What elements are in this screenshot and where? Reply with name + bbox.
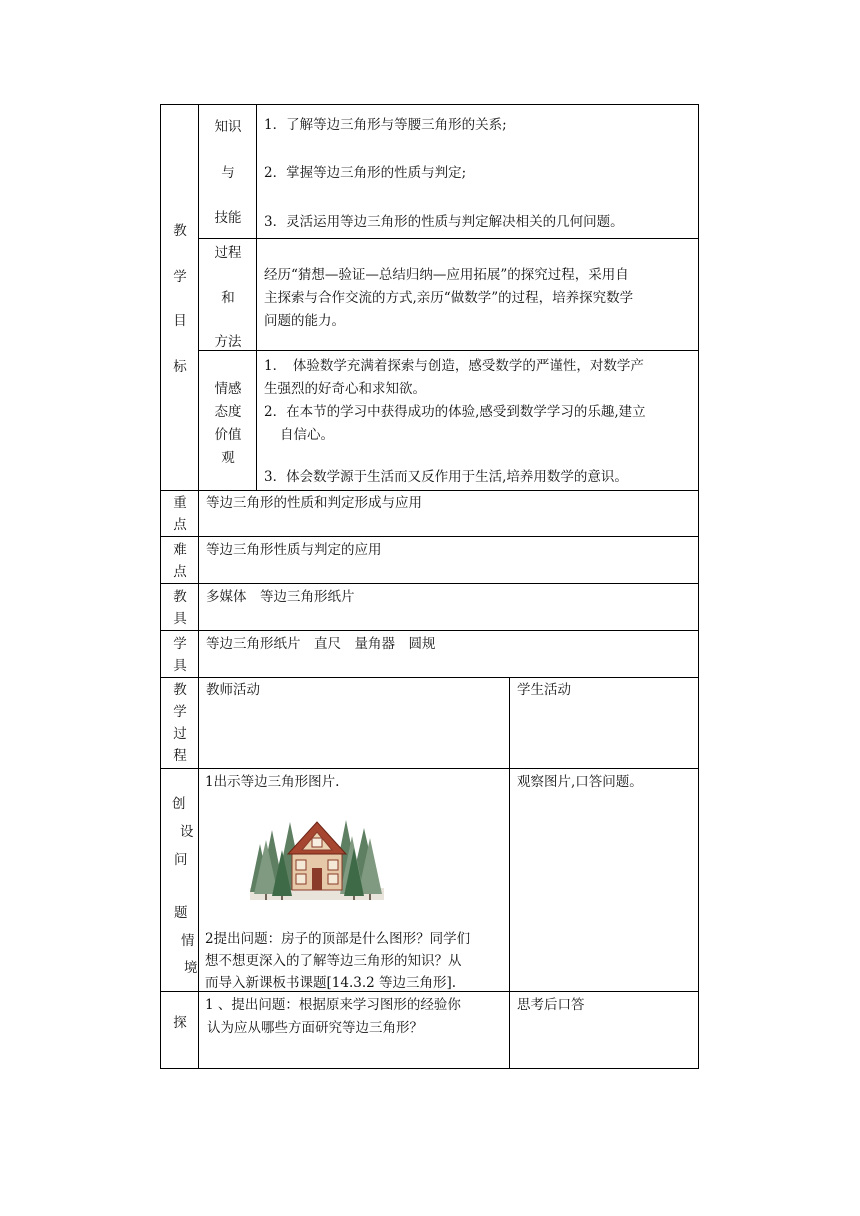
explore-teacher-line: 认为应从哪些方面研究等边三角形？ (207, 1020, 423, 1036)
scenario-label-char: 设 (180, 824, 194, 840)
emotion-item-line: 3．体会数学源于生活而又反作用于生活,培养用数学的意识。 (264, 469, 628, 485)
row-label-char: 学 (173, 704, 187, 720)
explore-student-activity: 思考后口答 (517, 997, 585, 1013)
scenario-label-char: 问 (174, 852, 188, 868)
scenario-step2-line: 而导入新课板书课题[14.3.2 等边三角形]. (205, 975, 457, 991)
explore-label-char: 探 (173, 1015, 187, 1031)
row-label-char: 教 (173, 589, 187, 605)
key-point-text: 等边三角形的性质和判定形成与应用 (206, 495, 422, 511)
knowledge-label-line: 知识 (214, 119, 242, 135)
scenario-student-activity: 观察图片,口答问题。 (517, 774, 643, 790)
process-label-line: 方法 (214, 334, 242, 350)
knowledge-label-line: 技能 (214, 210, 242, 226)
emotion-label-line: 观 (221, 450, 235, 466)
row-label-char: 重 (173, 495, 187, 511)
row-label-char: 具 (173, 611, 187, 627)
row-label-char: 具 (173, 658, 187, 674)
scenario-label-char: 创 (172, 796, 186, 812)
section-label-char: 目 (173, 313, 187, 329)
house-picture (250, 810, 384, 900)
emotion-item-line: 2．在本节的学习中获得成功的体验,感受到数学学习的乐趣,建立 (264, 404, 646, 420)
explore-teacher-line: 1 、提出问题：根据原来学习图形的经验你 (205, 997, 461, 1013)
section-label-char: 教 (173, 223, 187, 239)
process-label-line: 和 (221, 290, 235, 306)
row-label-char: 点 (173, 564, 187, 580)
knowledge-label-line: 与 (221, 165, 235, 181)
row-label-char: 点 (173, 517, 187, 533)
scenario-step1: 1出示等边三角形图片. (205, 774, 340, 790)
knowledge-item: 2．掌握等边三角形的性质与判定; (264, 165, 467, 181)
emotion-item-line: 生强烈的好奇心和求知欲。 (264, 381, 426, 397)
student-activity-header: 学生活动 (517, 682, 571, 698)
process-text-line: 主探索与合作交流的方式,亲历“做数学”的过程，培养探究数学 (264, 290, 634, 306)
learning-tools-text: 等边三角形纸片 直尺 量角器 圆规 (206, 636, 436, 652)
row-label-char: 难 (173, 542, 187, 558)
process-label-line: 过程 (214, 245, 242, 261)
knowledge-item: 3．灵活运用等边三角形的性质与判定解决相关的几何问题。 (264, 214, 624, 230)
process-text-line: 经历“猜想—验证—总结归纳—应用拓展”的探究过程，采用自 (264, 267, 629, 283)
emotion-label-line: 态度 (214, 404, 242, 420)
scenario-label-char: 情 (181, 933, 195, 949)
teacher-activity-header: 教师活动 (206, 682, 260, 698)
emotion-label-line: 情感 (214, 381, 242, 397)
row-label-char: 教 (173, 682, 187, 698)
emotion-item-line: 1． 体验数学充满着探索与创造，感受数学的严谨性，对数学产 (264, 358, 644, 374)
difficult-point-text: 等边三角形性质与判定的应用 (206, 542, 382, 558)
process-text-line: 问题的能力。 (264, 313, 345, 329)
scenario-step2-line: 2提出问题：房子的顶部是什么图形？同学们 (205, 931, 471, 947)
scenario-step2-line: 想不想更深入的了解等边三角形的知识？从 (205, 953, 462, 969)
teaching-tools-text: 多媒体 等边三角形纸片 (206, 589, 355, 605)
section-label-char: 学 (173, 269, 187, 285)
emotion-label-line: 价值 (214, 427, 242, 443)
scenario-label-char: 题 (174, 905, 188, 921)
row-label-char: 学 (173, 636, 187, 652)
row-label-char: 过 (173, 726, 187, 742)
scenario-label-char: 境 (184, 960, 198, 976)
emotion-item-line: 自信心。 (280, 427, 334, 443)
row-label-char: 程 (173, 748, 187, 764)
section-label-char: 标 (173, 359, 187, 375)
knowledge-item: 1．了解等边三角形与等腰三角形的关系; (264, 117, 507, 133)
